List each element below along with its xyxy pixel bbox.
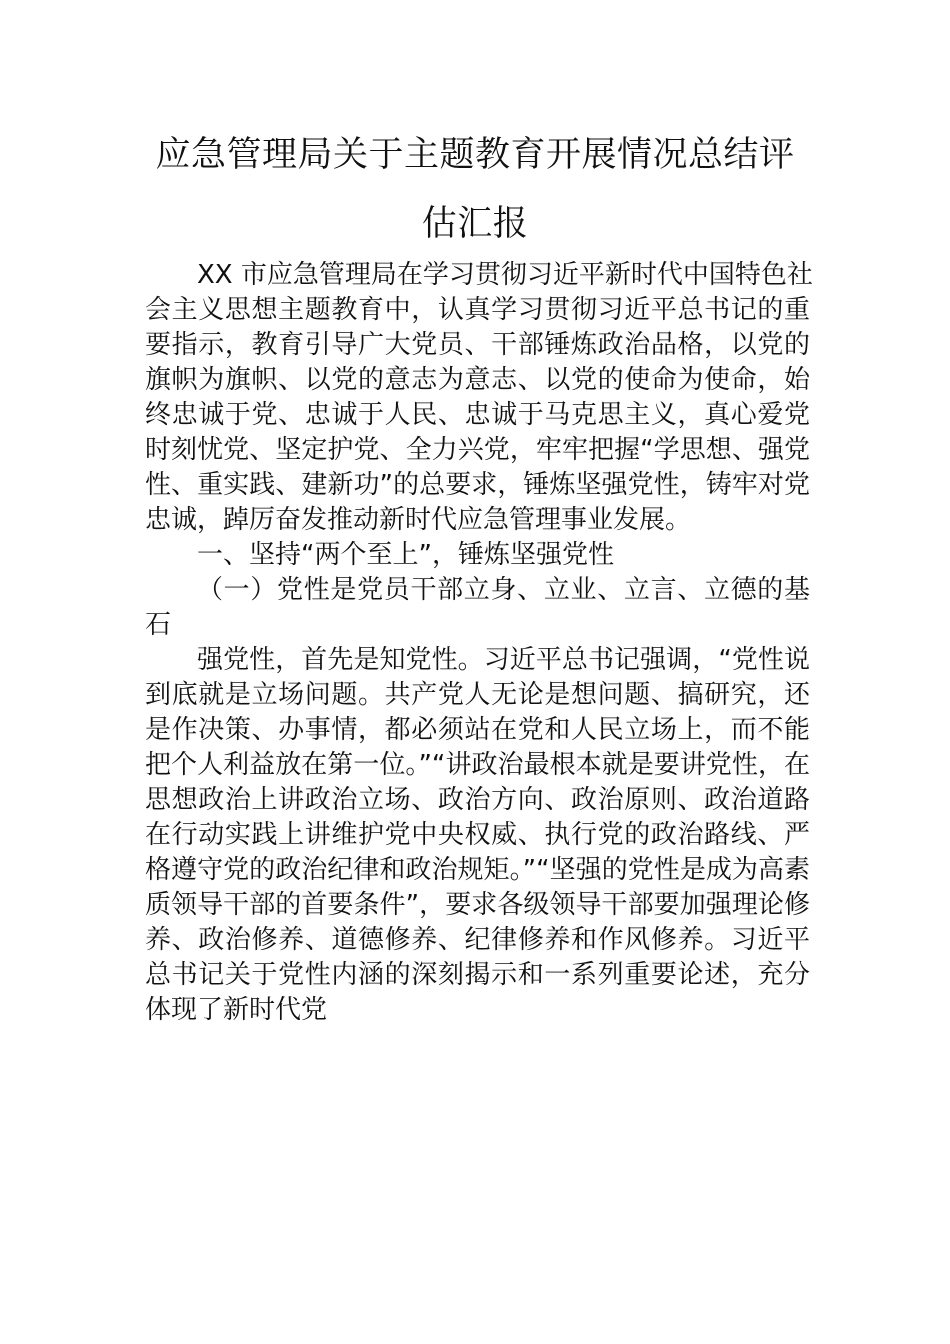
- body-line: 总书记关于党性内涵的深刻揭示和一系列重要论述，充分: [145, 960, 810, 990]
- document-title-line-2: 估汇报: [421, 204, 529, 244]
- body-line: 忠诚，踔厉奋发推动新时代应急管理事业发展。: [145, 505, 692, 535]
- body-line: 到底就是立场问题。共产党人无论是想问题、搞研究，还: [145, 680, 810, 710]
- body-line: XX 市应急管理局在学习贯彻习近平新时代中国特色社: [197, 260, 813, 290]
- section-heading: 一、坚持“两个至上”，锤炼坚强党性: [197, 540, 614, 570]
- body-line: 要指示，教育引导广大党员、干部锤炼政治品格，以党的: [145, 330, 810, 360]
- body-line: 终忠诚于党、忠诚于人民、忠诚于马克思主义，真心爱党: [145, 400, 810, 430]
- document-title-line-1: 应急管理局关于主题教育开展情况总结评: [155, 135, 795, 175]
- body-line: 强党性，首先是知党性。习近平总书记强调，“党性说: [197, 645, 810, 675]
- body-line: 会主义思想主题教育中，认真学习贯彻习近平总书记的重: [145, 295, 810, 325]
- subsection-heading: （一）党性是党员干部立身、立业、立言、立德的基: [197, 575, 810, 605]
- body-line: 质领导干部的首要条件”，要求各级领导干部要加强理论修: [145, 890, 810, 920]
- body-line: 思想政治上讲政治立场、政治方向、政治原则、政治道路: [145, 785, 810, 815]
- body-line: 养、政治修养、道德修养、纪律修养和作风修养。习近平: [145, 925, 810, 955]
- body-line: 是作决策、办事情，都必须站在党和人民立场上，而不能: [145, 715, 810, 745]
- body-line: 性、重实践、建新功”的总要求，锤炼坚强党性，铸牢对党: [145, 470, 810, 500]
- body-line: 格遵守党的政治纪律和政治规矩。”“坚强的党性是成为高素: [145, 855, 810, 885]
- subsection-heading-continued: 石: [145, 610, 172, 640]
- body-line: 在行动实践上讲维护党中央权威、执行党的政治路线、严: [145, 820, 810, 850]
- body-line: 把个人利益放在第一位。”“讲政治最根本就是要讲党性，在: [145, 750, 810, 780]
- body-line: 体现了新时代党: [145, 995, 328, 1025]
- body-line: 时刻忧党、坚定护党、全力兴党，牢牢把握“学思想、强党: [145, 435, 810, 465]
- body-line: 旗帜为旗帜、以党的意志为意志、以党的使命为使命，始: [145, 365, 810, 395]
